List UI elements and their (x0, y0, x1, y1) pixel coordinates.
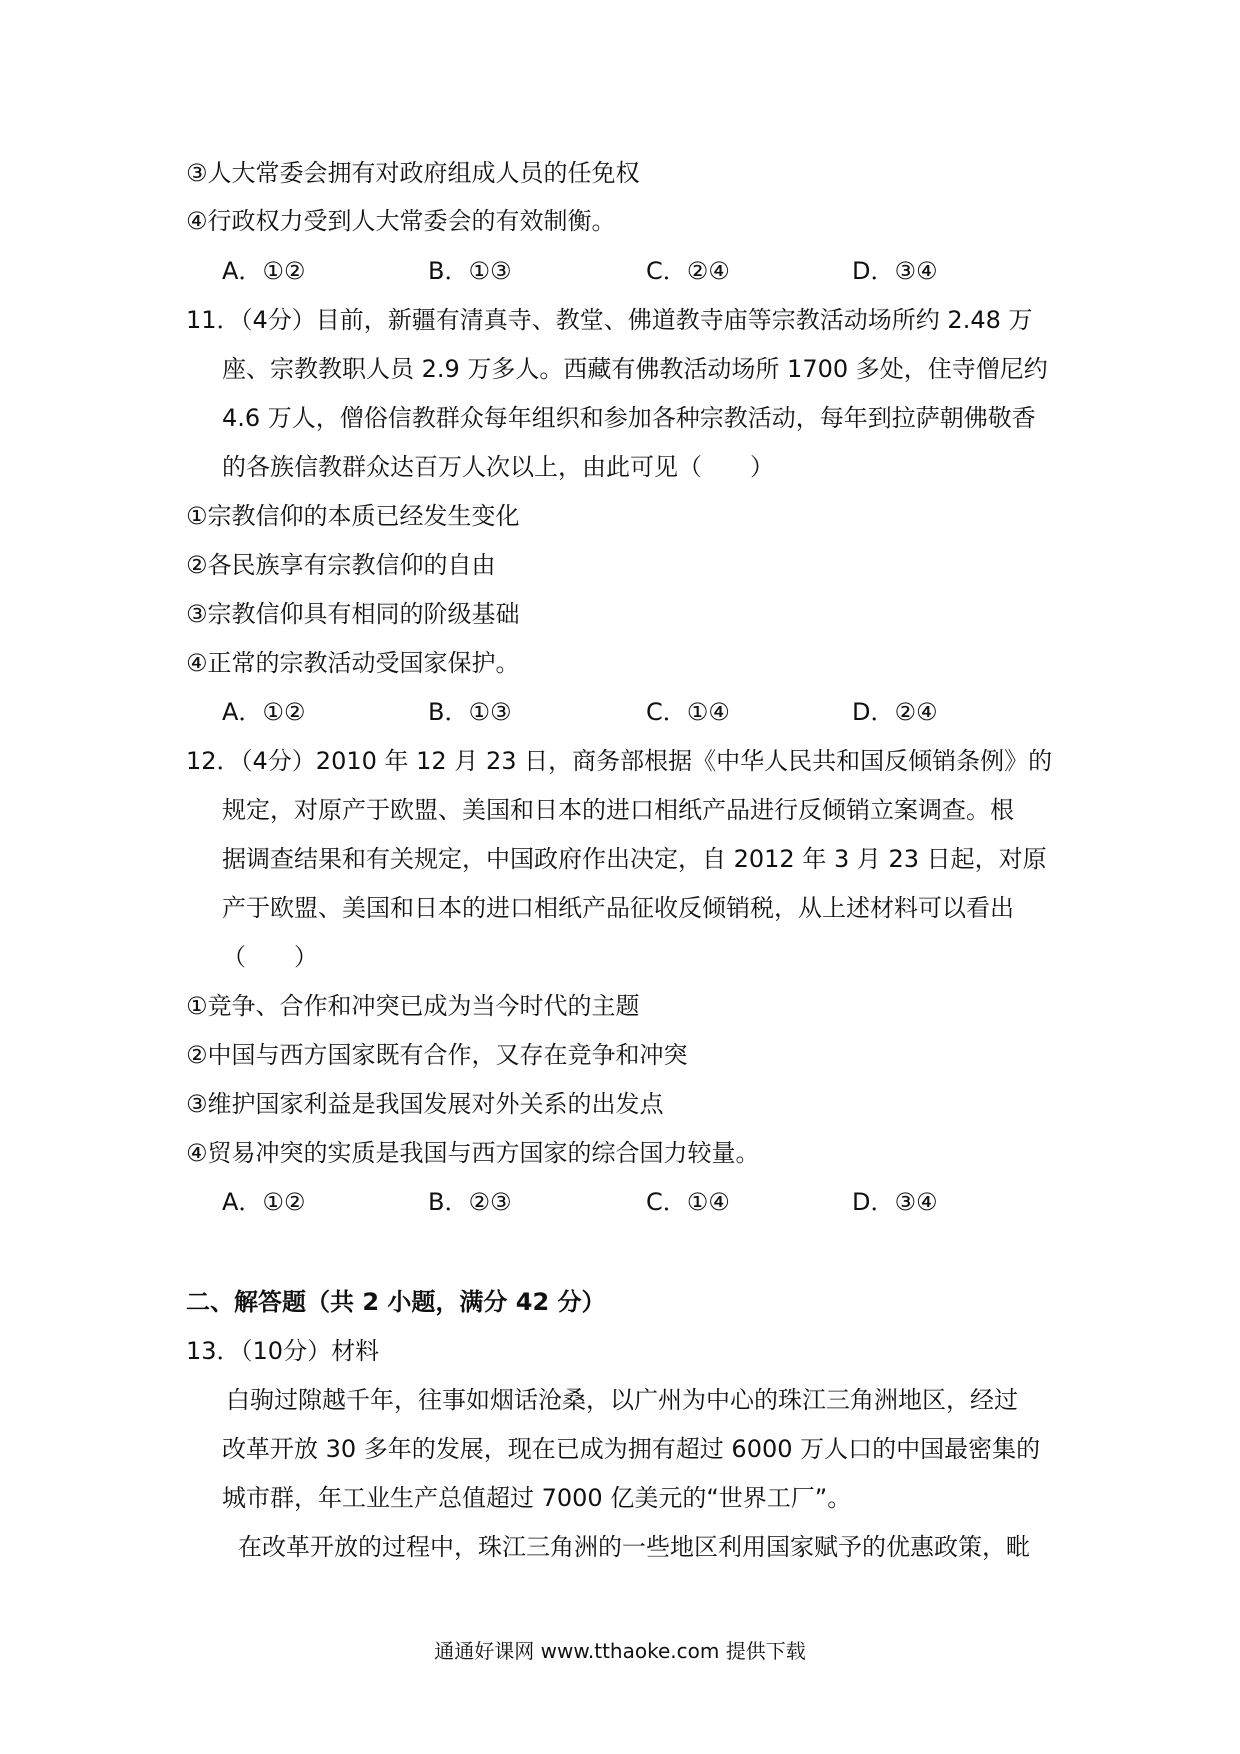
q12-stem-line-1: 12．（4分）2010 年 12 月 23 日，商务部根据《中华人民共和国反倾销条例》的 (186, 747, 1053, 775)
q13-title: 13．（10分）材料 (186, 1337, 380, 1365)
q11-options (222, 697, 982, 727)
q10-item-4: ④行政权力受到人大常委会的有效制衡。 (186, 207, 616, 235)
q11-stem-line-3: 4.6 万人，僧俗信教群众每年组织和参加各种宗教活动，每年到拉萨朝佛敬香 (222, 404, 1036, 432)
q11-stem-line-1: 11．（4分）目前，新疆有清真寺、教堂、佛道教寺庙等宗教活动场所约 2.48 万 (186, 306, 1033, 334)
q11-item-3: ③宗教信仰具有相同的阶级基础 (186, 600, 520, 628)
q12-option-b: B．②③ (428, 1188, 512, 1216)
page-footer: 通通好课网 www.tthaoke.com 提供下载 (434, 1639, 806, 1663)
q13-para2-line-1: 在改革开放的过程中，珠江三角洲的一些地区利用国家赋予的优惠政策，毗 (238, 1533, 1030, 1561)
q11-item-1: ①宗教信仰的本质已经发生变化 (186, 502, 520, 530)
q12-options (222, 1187, 982, 1217)
section-heading: 二、解答题（共 2 小题，满分 42 分） (186, 1288, 606, 1316)
q13-para1-line-3: 城市群，年工业生产总值超过 7000 亿美元的“世界工厂”。 (222, 1484, 852, 1512)
q10-item-3: ③人大常委会拥有对政府组成人员的任免权 (186, 159, 640, 187)
q11-option-c: C．①④ (646, 698, 730, 726)
q12-option-a: A．①② (222, 1188, 306, 1216)
q11-option-a: A．①② (222, 698, 306, 726)
q12-stem-line-3: 据调查结果和有关规定，中国政府作出决定，自 2012 年 3 月 23 日起，对原 (222, 845, 1047, 873)
q11-stem-line-4: 的各族信教群众达百万人次以上，由此可见（ ） (222, 453, 774, 481)
q12-stem-line-2: 规定，对原产于欧盟、美国和日本的进口相纸产品进行反倾销立案调查。根 (222, 796, 1014, 824)
q11-stem-line-2: 座、宗教教职人员 2.9 万多人。西藏有佛教活动场所 1700 多处，住寺僧尼约 (222, 355, 1048, 383)
q10-option-d: D．③④ (852, 257, 938, 285)
q13-para1-line-1: 白驹过隙越千年，往事如烟话沧桑，以广州为中心的珠江三角洲地区，经过 (226, 1386, 1018, 1414)
q11-item-4: ④正常的宗教活动受国家保护。 (186, 649, 520, 677)
q12-stem-line-5: （ ） (222, 943, 318, 971)
q12-item-2: ②中国与西方国家既有合作，又存在竞争和冲突 (186, 1041, 688, 1069)
q10-option-b: B．①③ (428, 257, 512, 285)
q12-stem-line-4: 产于欧盟、美国和日本的进口相纸产品征收反倾销税，从上述材料可以看出 (222, 894, 1014, 922)
q10-option-c: C．②④ (646, 257, 730, 285)
q10-options (222, 256, 982, 286)
q13-para1-line-2: 改革开放 30 多年的发展，现在已成为拥有超过 6000 万人口的中国最密集的 (222, 1435, 1041, 1463)
q12-option-c: C．①④ (646, 1188, 730, 1216)
q12-item-3: ③维护国家利益是我国发展对外关系的出发点 (186, 1090, 664, 1118)
q10-option-a: A．①② (222, 257, 306, 285)
q12-option-d: D．③④ (852, 1188, 938, 1216)
q12-item-1: ①竞争、合作和冲突已成为当今时代的主题 (186, 992, 640, 1020)
q11-option-b: B．①③ (428, 698, 512, 726)
q11-option-d: D．②④ (852, 698, 938, 726)
q12-item-4: ④贸易冲突的实质是我国与西方国家的综合国力较量。 (186, 1139, 760, 1167)
q11-item-2: ②各民族享有宗教信仰的自由 (186, 551, 496, 579)
